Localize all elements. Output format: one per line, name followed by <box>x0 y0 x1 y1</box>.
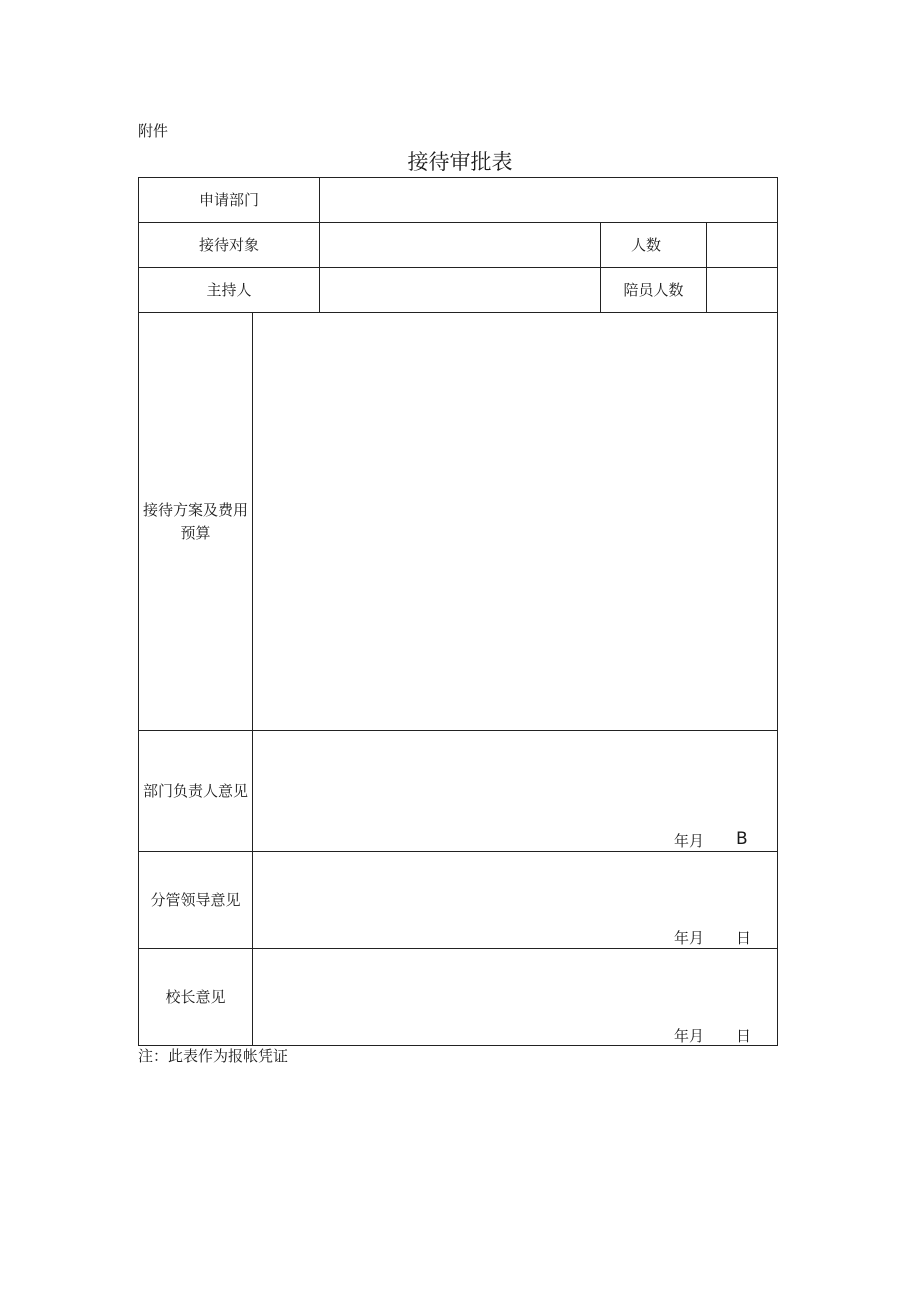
principal-date-day: 日 <box>736 1027 752 1045</box>
companion-input-cell[interactable] <box>707 268 777 312</box>
form-title: 接待审批表 <box>407 150 513 174</box>
plan-input-cell[interactable] <box>253 313 777 730</box>
footer-note: 注：此表作为报帐凭证 <box>138 1047 289 1065</box>
guest-input-cell[interactable] <box>320 223 600 267</box>
principal-date-year-month: 年月 <box>674 1027 705 1045</box>
leader-label: 分管领导意见 <box>150 890 241 909</box>
attachment-label: 附件 <box>138 122 169 140</box>
host-label: 主持人 <box>206 280 252 299</box>
dept-label: 申请部门 <box>198 190 259 209</box>
plan-label <box>139 313 252 730</box>
dept-head-date-day: B <box>736 829 748 849</box>
plan-label-line2: 预算 <box>180 523 211 542</box>
dept-head-label: 部门负责人意见 <box>142 781 248 800</box>
dept-input-cell[interactable] <box>320 178 777 222</box>
companion-label: 陪员人数 <box>623 280 684 299</box>
count-input-cell[interactable] <box>707 223 777 267</box>
leader-date-day: 日 <box>736 929 752 947</box>
principal-label: 校长意见 <box>165 987 226 1006</box>
host-input-cell[interactable] <box>320 268 600 312</box>
approval-form-table <box>138 177 778 1046</box>
leader-date-year-month: 年月 <box>674 929 705 947</box>
count-label: 人数 <box>630 235 661 254</box>
dept-head-date-year-month: 年月 <box>674 832 705 850</box>
plan-label-line1: 接待方案及费用 <box>142 500 248 519</box>
guest-label: 接待对象 <box>198 235 259 254</box>
